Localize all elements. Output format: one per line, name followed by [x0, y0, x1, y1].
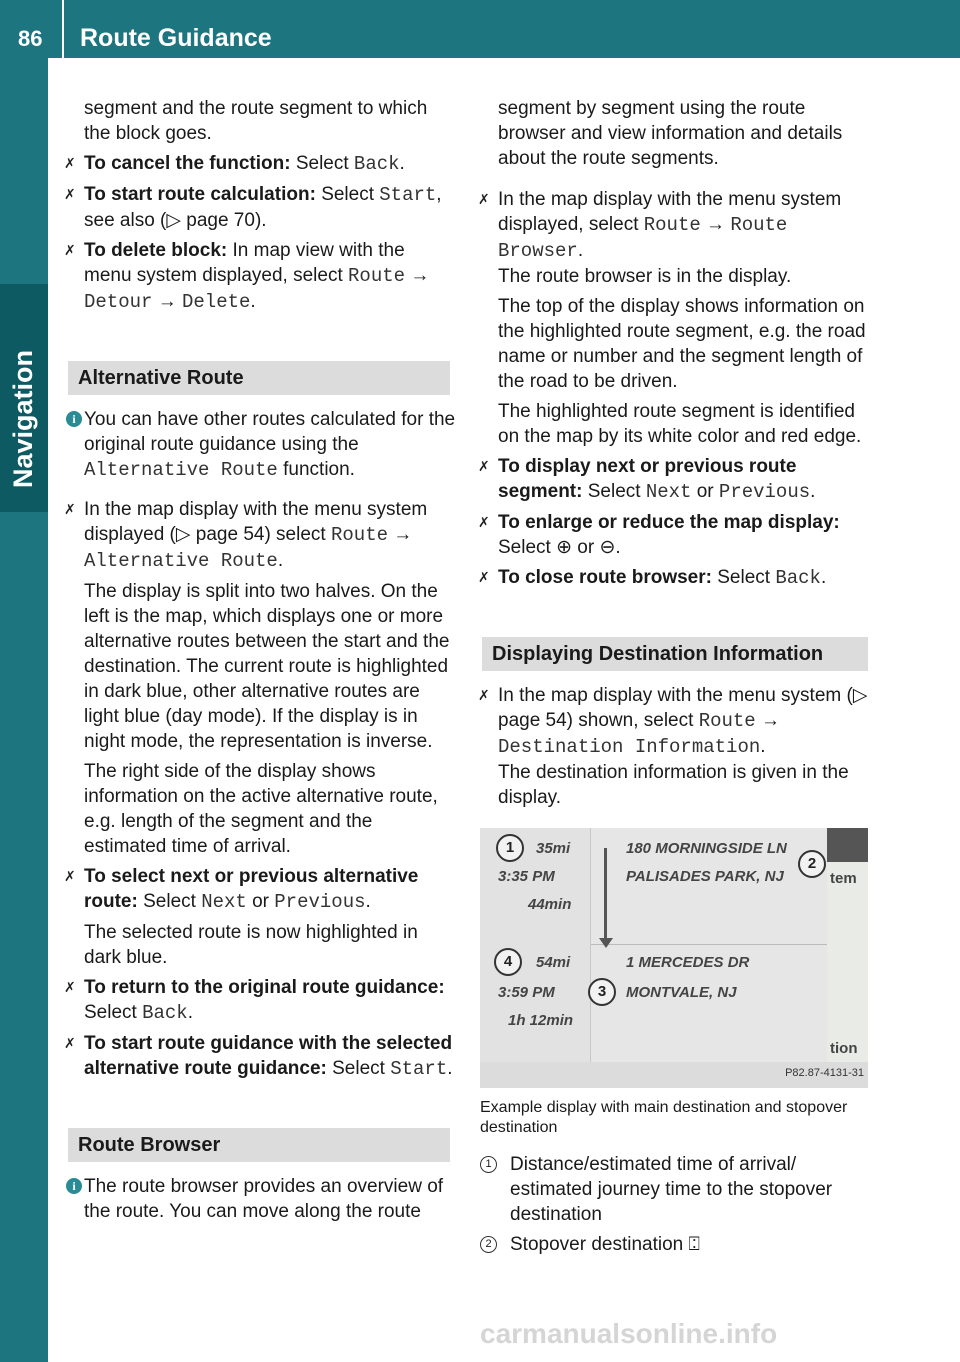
step-alternative-route: ✗ In the map display with the menu system displayed (▷ page 54) select Route → Alternative Route. The display is split into two halves. On the left is the map, which displays one or more alternative routes between the start and the destination. The current route is highlighted in dark blue, other alternative routes are light blue (day mode). If the display is in night mode, the representation is inverse. The right side of the display shows information on the active alternative route, e.g. length of the segment and the estimated time of arrival.	[64, 499, 450, 857]
distance-1: 35mi	[536, 840, 571, 857]
step-return-original: ✗ To return to the original route guidance: Select Back.	[64, 977, 445, 1024]
step-route-browser: ✗ In the map display with the menu system displayed, select Route → Route Browser. The route browser is in the display. The top of the display shows information on the highlighted route segment, e.g. the road name or number and the segment length of the road to be driven. The highlighted route segment is identified on the map by its white color and red edge.	[478, 189, 866, 447]
panel-separator	[591, 944, 827, 945]
step-arrow-icon: ✗	[64, 242, 76, 258]
callout-2: 2	[798, 850, 826, 878]
intro-text: segment and the route segment to which the block goes.	[84, 98, 428, 144]
zoom-out-icon: ⊖	[599, 537, 616, 558]
figure-caption: Example display with main destination and stopover destination	[480, 1099, 848, 1136]
step-arrow-icon: ✗	[478, 458, 490, 474]
distance-2: 54mi	[536, 954, 571, 971]
section-heading-destination-info: Displaying Destination Information	[482, 637, 868, 671]
step-close-browser: ✗ To close route browser: Select Back.	[478, 567, 827, 589]
address-1-city: PALISADES PARK, NJ	[626, 868, 784, 885]
step-arrow-icon: ✗	[64, 155, 76, 171]
step-arrow-icon: ✗	[478, 569, 490, 585]
address-2-street: 1 MERCEDES DR	[626, 954, 750, 971]
info-note-route-browser: i The route browser provides an overview of the route. You can move along the route	[84, 1174, 456, 1224]
step-arrow-icon: ✗	[64, 186, 76, 202]
zoom-in-icon: ⊕	[556, 537, 573, 558]
step-start-calculation: ✗ To start route calculation: Select Start, see also (▷ page 70).	[64, 184, 442, 231]
arrival-time-2: 3:59 PM	[498, 984, 555, 1001]
step-cancel: ✗ To cancel the function: Select Back.	[64, 153, 405, 175]
header-divider	[62, 0, 64, 58]
route-arrow-head-icon	[599, 938, 613, 948]
left-column	[64, 96, 456, 1224]
step-start-alternative: ✗ To start route guidance with the selected alternative route guidance: Select Start.	[64, 1033, 453, 1080]
page-header	[0, 0, 960, 58]
step-delete-block: ✗ To delete block: In map view with the menu system displayed, select Route → Detour → Delete.	[64, 240, 430, 313]
mini-map	[827, 828, 868, 1062]
journey-time-1: 44min	[528, 896, 572, 913]
step-arrow-icon: ✗	[64, 868, 76, 884]
menu-bar	[827, 828, 868, 862]
info-note-alternative: i You can have other routes calculated for the original route guidance using the Alternative Route function.	[84, 407, 456, 483]
menu-item-system: tem	[830, 870, 857, 887]
step-arrow-icon: ✗	[64, 979, 76, 995]
callout-3: 3	[588, 978, 616, 1006]
sidebar-section-label: Navigation	[8, 349, 38, 488]
section-heading-route-browser: Route Browser	[68, 1128, 450, 1162]
step-zoom-map: ✗ To enlarge or reduce the map display: Select ⊕ or ⊖.	[478, 512, 840, 558]
step-destination-info: ✗ In the map display with the menu system (▷ page 54) shown, select Route → Destination Information. The destination information is given in the display.	[478, 685, 868, 808]
section-heading-alternative-route: Alternative Route	[68, 361, 450, 395]
intro-text: segment by segment using the route browser and view information and details about the route segments.	[498, 98, 843, 169]
page-number: 86	[18, 26, 43, 51]
step-select-alternative: ✗ To select next or previous alternative route: Select Next or Previous. The selected route is now highlighted in dark blue.	[64, 866, 419, 968]
callout-4: 4	[494, 948, 522, 976]
watermark: carmanualsonline.info	[480, 1318, 778, 1349]
right-column	[478, 96, 872, 1262]
legend-item: 2 Stopover destination ⍠	[498, 1232, 872, 1257]
step-arrow-icon: ✗	[64, 501, 76, 517]
step-arrow-icon: ✗	[64, 1035, 76, 1051]
step-next-previous-segment: ✗ To display next or previous route segment: Select Next or Previous.	[478, 456, 816, 503]
legend-item: 1 Distance/estimated time of arrival/ estimated journey time to the stopover destination	[498, 1152, 872, 1227]
info-icon: i	[66, 1178, 82, 1194]
step-arrow-icon: ✗	[478, 514, 490, 530]
step-arrow-icon: ✗	[478, 687, 490, 703]
sidebar	[0, 58, 48, 1362]
figure-code: P82.87-4131-31	[785, 1067, 864, 1079]
journey-time-2: 1h 12min	[508, 1012, 574, 1029]
menu-item-destination: tion	[830, 1040, 858, 1057]
route-arrow-icon	[604, 848, 607, 940]
address-2-city: MONTVALE, NJ	[626, 984, 737, 1001]
info-icon: i	[66, 411, 82, 427]
callout-1: 1	[496, 834, 524, 862]
arrival-time-1: 3:35 PM	[498, 868, 555, 885]
address-1-street: 180 MORNINGSIDE LN	[626, 840, 787, 857]
destination-display-figure	[480, 828, 868, 1088]
step-arrow-icon: ✗	[478, 191, 490, 207]
display-screenshot	[480, 828, 868, 1062]
chapter-title: Route Guidance	[80, 24, 272, 52]
